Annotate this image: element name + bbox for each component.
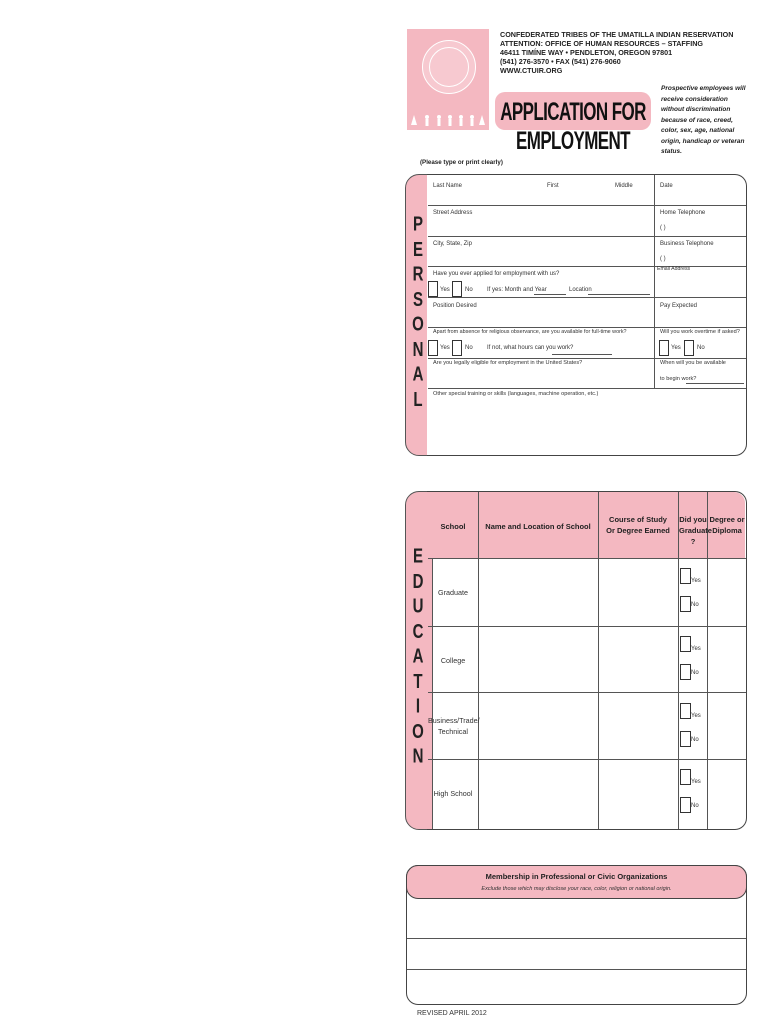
- checkbox-label: Yes: [671, 345, 681, 351]
- tab-letter: A: [412, 644, 424, 668]
- figures-icon: [410, 113, 486, 127]
- date-field[interactable]: Date: [660, 183, 673, 189]
- row-divider: [428, 388, 746, 389]
- row-divider: [428, 297, 746, 298]
- column-divider: [654, 175, 655, 388]
- seal-inner-ring: [429, 47, 469, 87]
- street-address-field[interactable]: Street Address: [433, 210, 473, 216]
- checkbox-label: No: [697, 345, 705, 351]
- tab-letter: P: [412, 213, 423, 236]
- last-name-field[interactable]: Last Name: [433, 183, 463, 189]
- checkbox-label: Yes: [440, 287, 450, 293]
- checkbox-label: No: [691, 737, 699, 743]
- business-no-checkbox[interactable]: [680, 731, 691, 747]
- hours-available-label: If not, what hours can you work?: [487, 345, 574, 351]
- business-telephone-field[interactable]: Business Telephone: [660, 241, 714, 247]
- label-line: Technical: [438, 727, 468, 736]
- first-name-field[interactable]: First: [547, 183, 559, 189]
- home-telephone-field[interactable]: Home Telephone: [660, 210, 706, 216]
- tab-letter: U: [412, 594, 424, 618]
- pay-expected-field[interactable]: Pay Expected: [660, 303, 698, 309]
- tab-letter: C: [412, 619, 424, 643]
- revision-date: REVISED APRIL 2012: [417, 1010, 487, 1017]
- tab-letter: O: [412, 312, 424, 336]
- checkbox-label: No: [691, 670, 699, 676]
- header-line: Graduate: [679, 526, 712, 535]
- row-divider: [428, 558, 746, 559]
- row-divider: [428, 205, 746, 206]
- header-line: Diploma: [712, 526, 742, 535]
- tab-letter: O: [412, 719, 424, 743]
- applied-date-label: If yes: Month and Year: [487, 287, 547, 293]
- tab-letter: E: [412, 545, 423, 568]
- applied-location-line[interactable]: [588, 294, 650, 295]
- checkbox-label: Yes: [691, 779, 701, 785]
- position-desired-field[interactable]: Position Desired: [433, 303, 477, 309]
- row-divider: [428, 358, 746, 359]
- course-column-header: [600, 514, 676, 536]
- available-date-label: When will you be available: [660, 360, 726, 366]
- checkbox-label: No: [465, 345, 473, 351]
- column-divider: [598, 492, 599, 829]
- checkbox-label: No: [465, 287, 473, 293]
- applied-date-line[interactable]: [534, 294, 566, 295]
- tab-letter: E: [412, 237, 423, 261]
- membership-line[interactable]: [407, 969, 746, 970]
- college-row-label: College: [440, 656, 466, 665]
- org-line: (541) 276-3570 • FAX (541) 276-9060: [500, 57, 621, 66]
- tab-letter: A: [412, 362, 424, 386]
- high-school-row-label: High School: [433, 789, 473, 798]
- graduate-column-header: [679, 514, 712, 547]
- personal-section: [427, 174, 747, 456]
- membership-line[interactable]: [407, 938, 746, 939]
- degree-column-header: [708, 514, 746, 536]
- row-divider: [428, 759, 746, 760]
- row-divider: [428, 327, 746, 328]
- page-title: APPLICATION FOR EMPLOYMENT: [500, 98, 646, 155]
- begin-work-label: to begin work?: [660, 376, 697, 382]
- row-divider: [428, 626, 746, 627]
- row-divider: [428, 692, 746, 693]
- name-location-column-header: Name and Location of School: [485, 522, 591, 531]
- overtime-question: Will you work overtime if asked?: [660, 329, 740, 335]
- checkbox-label: Yes: [440, 345, 450, 351]
- checkbox-label: Yes: [691, 578, 701, 584]
- tab-letter: L: [413, 387, 423, 411]
- org-line: ATTENTION: OFFICE OF HUMAN RESOURCES – STAFFING: [500, 39, 703, 48]
- personal-tab-label: [406, 213, 430, 413]
- overtime-yes-checkbox[interactable]: [659, 340, 669, 356]
- graduate-yes-checkbox[interactable]: [680, 568, 691, 584]
- row-divider: [428, 266, 746, 267]
- business-telephone-areacode[interactable]: ( ): [660, 256, 666, 262]
- eeo-statement: Prospective employees will receive consideration without discrimination because of race, creed, color, sex, age, national origin, handicap or veteran status.: [661, 85, 746, 155]
- tab-letter: R: [412, 262, 424, 286]
- business-yes-checkbox[interactable]: [680, 703, 691, 719]
- checkbox-label: No: [691, 602, 699, 608]
- row-divider: [428, 236, 746, 237]
- label-line: Business/Trade/: [428, 716, 480, 725]
- checkbox-label: No: [691, 803, 699, 809]
- full-time-no-checkbox[interactable]: [452, 340, 462, 356]
- graduate-row-label: Graduate: [438, 588, 468, 597]
- overtime-no-checkbox[interactable]: [684, 340, 694, 356]
- full-time-yes-checkbox[interactable]: [428, 340, 438, 356]
- header-line: Degree or: [709, 515, 745, 524]
- email-address-field[interactable]: Email Address: [657, 266, 691, 272]
- checkbox-label: Yes: [691, 713, 701, 719]
- college-yes-checkbox[interactable]: [680, 636, 691, 652]
- applied-location-label: Location: [569, 287, 592, 293]
- college-no-checkbox[interactable]: [680, 664, 691, 680]
- membership-subtitle: Exclude those which may disclose your race, color, religion or national origin.: [481, 886, 672, 892]
- home-telephone-areacode[interactable]: ( ): [660, 225, 666, 231]
- org-line: 46411 TIMÍNE WAY • PENDLETON, OREGON 97801: [500, 48, 673, 57]
- middle-name-field[interactable]: Middle: [615, 183, 633, 189]
- header-line: Course of Study: [609, 515, 667, 524]
- org-line: CONFEDERATED TRIBES OF THE UMATILLA INDIAN RESERVATION: [500, 30, 734, 39]
- tab-letter: I: [415, 694, 421, 718]
- eligibility-question: Are you legally eligible for employment in the United States?: [433, 360, 583, 366]
- applied-yes-checkbox[interactable]: [428, 281, 438, 297]
- membership-title: Membership in Professional or Civic Organizations: [485, 872, 668, 881]
- header-line: Or Degree Earned: [606, 526, 670, 535]
- graduate-no-checkbox[interactable]: [680, 596, 691, 612]
- header-line: Did you: [679, 515, 707, 524]
- city-state-zip-field[interactable]: City, State, Zip: [433, 241, 472, 247]
- other-training-field[interactable]: Other special training or skills (languages, machine operation, etc.): [433, 391, 599, 397]
- header-line: ?: [690, 537, 696, 546]
- instructions: (Please type or print clearly): [420, 159, 503, 166]
- membership-header: [406, 865, 747, 899]
- organization-address: [500, 30, 733, 75]
- education-tab-label: [406, 545, 430, 770]
- high-school-yes-checkbox[interactable]: [680, 769, 691, 785]
- school-column-header: School: [440, 522, 466, 531]
- business-row-label: [428, 715, 478, 737]
- high-school-no-checkbox[interactable]: [680, 797, 691, 813]
- full-time-question: Apart from absence for religious observance, are you available for full-time work?: [433, 329, 627, 335]
- begin-work-line[interactable]: [686, 383, 744, 384]
- tab-letter: D: [412, 569, 424, 593]
- checkbox-label: Yes: [691, 646, 701, 652]
- hours-available-line[interactable]: [552, 354, 612, 355]
- tab-letter: S: [412, 287, 423, 311]
- column-divider: [707, 492, 708, 829]
- org-website[interactable]: WWW.CTUIR.ORG: [500, 66, 563, 75]
- applied-before-question: Have you ever applied for employment with us?: [433, 271, 560, 277]
- tab-letter: T: [413, 669, 423, 693]
- applied-no-checkbox[interactable]: [452, 281, 462, 297]
- tab-letter: N: [412, 337, 424, 361]
- column-divider: [478, 492, 479, 829]
- tab-letter: N: [412, 744, 424, 768]
